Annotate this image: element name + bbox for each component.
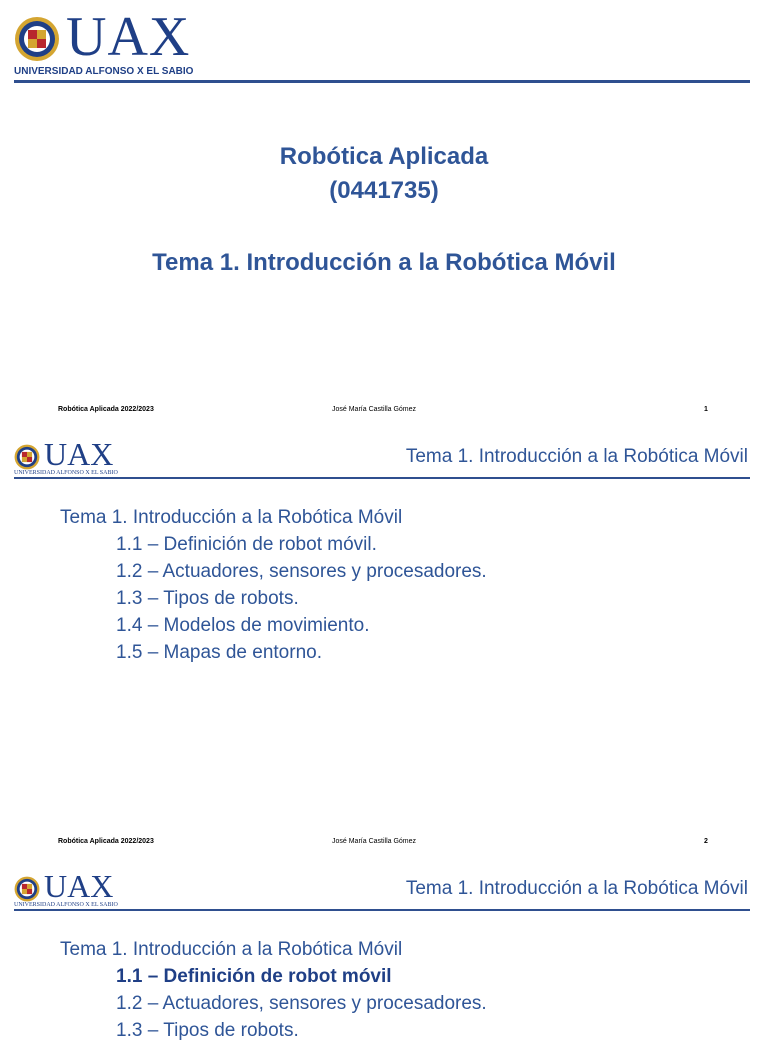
list-item: 1.3 – Tipos de robots.: [116, 588, 299, 609]
course-code: (0441735): [329, 177, 439, 204]
list-item: 1.5 – Mapas de entorno.: [116, 642, 322, 663]
logo-university-name: UNIVERSIDAD ALFONSO X EL SABIO: [14, 66, 194, 77]
logo-university-name: UNIVERSIDAD ALFONSO X EL SABIO: [14, 470, 118, 476]
toc-title: Tema 1. Introducción a la Robótica Móvil: [60, 507, 403, 528]
header-divider: [14, 909, 750, 911]
header-divider: [14, 477, 750, 479]
slide-2: [0, 432, 768, 864]
list-item: 1.3 – Tipos de robots.: [116, 1020, 299, 1041]
footer-course: Robótica Aplicada 2022/2023: [58, 406, 154, 413]
slide-footer: [0, 406, 768, 418]
slide-1: [0, 0, 768, 432]
course-title: Robótica Aplicada: [279, 143, 489, 170]
table-of-contents: [60, 936, 487, 1044]
footer-page-number: 1: [704, 406, 708, 413]
footer-page-number: 2: [704, 838, 708, 845]
list-item: 1.4 – Modelos de movimiento.: [116, 615, 370, 636]
footer-course: Robótica Aplicada 2022/2023: [58, 838, 154, 845]
footer-author: José María Castilla Gómez: [332, 838, 417, 845]
title-block: [0, 140, 768, 208]
logo-wordmark: UAX: [44, 868, 114, 904]
logo-wordmark: UAX: [66, 6, 191, 68]
list-item: 1.2 – Actuadores, sensores y procesadores.: [116, 561, 487, 582]
university-seal-icon: [14, 876, 40, 902]
logo-wordmark: UAX: [44, 436, 114, 472]
table-of-contents: [60, 504, 487, 666]
slide-header-title: Tema 1. Introducción a la Robótica Móvil: [405, 878, 748, 899]
university-seal-icon: [14, 16, 60, 62]
topic-title: Tema 1. Introducción a la Robótica Móvil: [152, 249, 616, 276]
slide-header-title: Tema 1. Introducción a la Robótica Móvil: [405, 446, 748, 467]
header-divider: [14, 80, 750, 83]
university-seal-icon: [14, 444, 40, 470]
logo-university-name: UNIVERSIDAD ALFONSO X EL SABIO: [14, 902, 118, 908]
list-item: 1.2 – Actuadores, sensores y procesadores.: [116, 993, 487, 1014]
list-item: 1.1 – Definición de robot móvil.: [116, 534, 377, 555]
footer-author: José María Castilla Gómez: [332, 406, 417, 413]
slide-footer: [0, 838, 768, 850]
toc-title: Tema 1. Introducción a la Robótica Móvil: [60, 939, 403, 960]
slide-3: [0, 864, 768, 1041]
list-item-active: 1.1 – Definición de robot móvil: [116, 966, 392, 987]
